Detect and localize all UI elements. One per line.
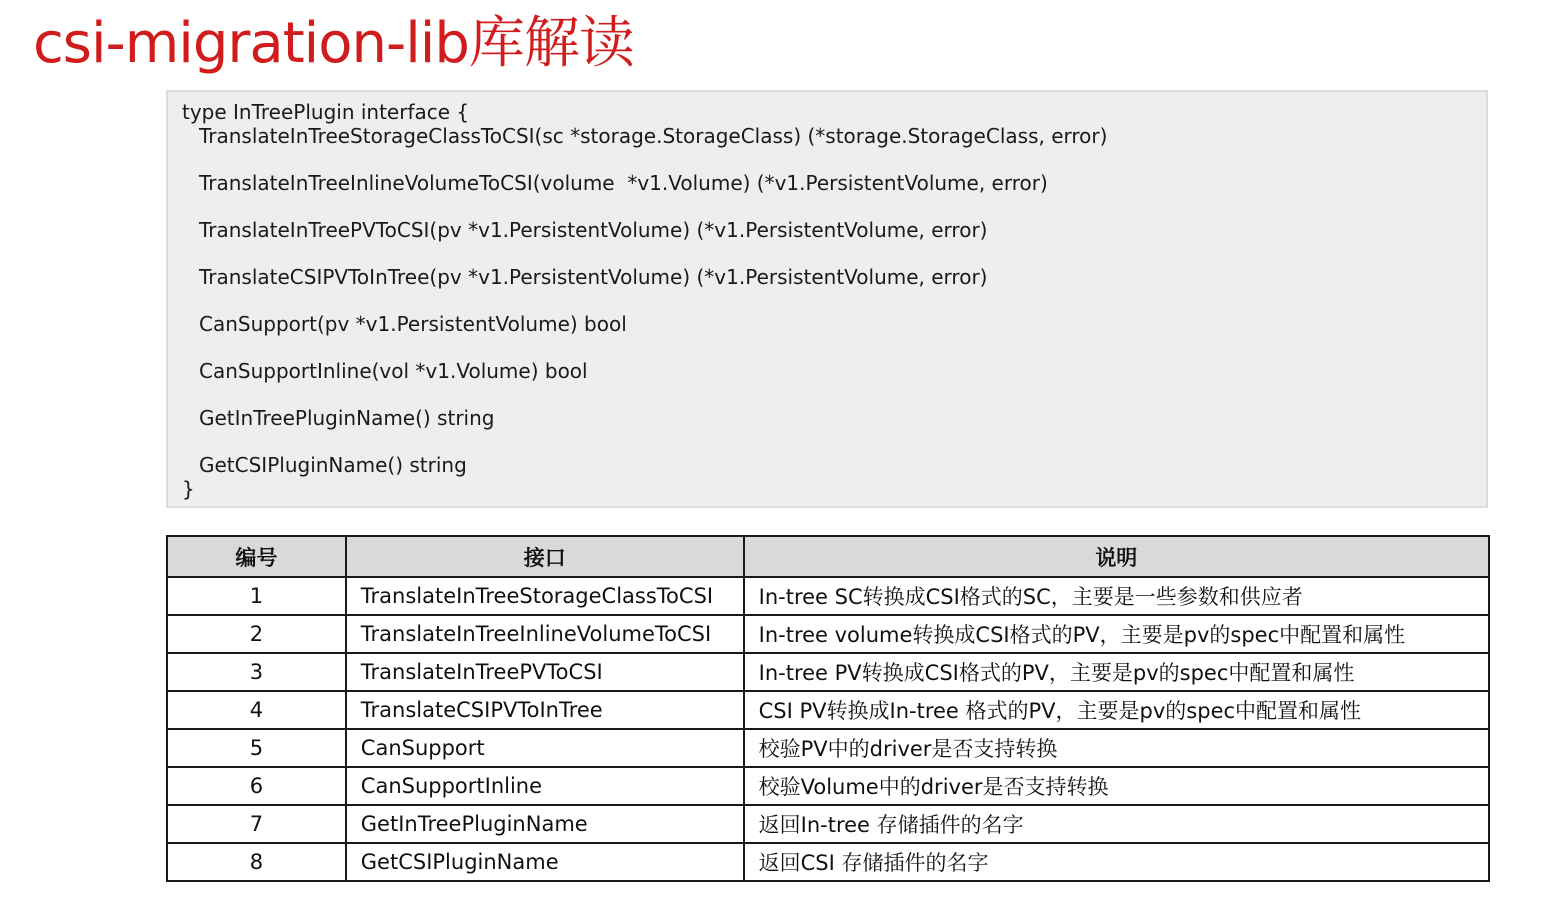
row-number: 7 [167, 805, 346, 843]
row-description: In-tree PV转换成CSI格式的PV，主要是pv的spec中配置和属性 [744, 653, 1489, 691]
table-row [167, 843, 1489, 881]
table-row [167, 805, 1489, 843]
table-row [167, 729, 1489, 767]
table-row [167, 577, 1489, 615]
code-line-method: TranslateInTreeInlineVolumeToCSI(volume *v1.Volume) (*v1.PersistentVolume, error) [199, 171, 1048, 195]
row-number: 3 [167, 653, 346, 691]
row-number: 8 [167, 843, 346, 881]
table-row [167, 653, 1489, 691]
code-line-open: type InTreePlugin interface { [182, 100, 470, 124]
code-line-method: TranslateInTreePVToCSI(pv *v1.PersistentVolume) (*v1.PersistentVolume, error) [199, 218, 988, 242]
table-header-row [167, 536, 1489, 577]
header-description: 说明 [744, 536, 1489, 577]
row-interface: GetCSIPluginName [346, 843, 744, 881]
row-description: In-tree SC转换成CSI格式的SC，主要是一些参数和供应者 [744, 577, 1489, 615]
code-line-method: CanSupportInline(vol *v1.Volume) bool [199, 359, 588, 383]
code-line-close: } [182, 477, 195, 501]
page-title: csi-migration-lib库解读 [33, 11, 634, 76]
row-interface: TranslateInTreeInlineVolumeToCSI [346, 615, 744, 653]
row-description: 校验PV中的driver是否支持转换 [744, 729, 1489, 767]
row-description: 校验Volume中的driver是否支持转换 [744, 767, 1489, 805]
row-description: In-tree volume转换成CSI格式的PV，主要是pv的spec中配置和属性 [744, 615, 1489, 653]
code-block [166, 90, 1488, 508]
row-description: 返回CSI 存储插件的名字 [744, 843, 1489, 881]
header-interface: 接口 [346, 536, 744, 577]
code-line-method: CanSupport(pv *v1.PersistentVolume) bool [199, 312, 627, 336]
row-interface: TranslateCSIPVToInTree [346, 691, 744, 729]
table-row [167, 767, 1489, 805]
api-table [166, 535, 1490, 882]
row-interface: CanSupport [346, 729, 744, 767]
row-interface: GetInTreePluginName [346, 805, 744, 843]
row-number: 5 [167, 729, 346, 767]
code-line-method: GetInTreePluginName() string [199, 406, 495, 430]
row-description: CSI PV转换成In-tree 格式的PV，主要是pv的spec中配置和属性 [744, 691, 1489, 729]
row-number: 4 [167, 691, 346, 729]
code-line-method: TranslateCSIPVToInTree(pv *v1.PersistentVolume) (*v1.PersistentVolume, error) [199, 265, 988, 289]
row-interface: TranslateInTreeStorageClassToCSI [346, 577, 744, 615]
code-line-method: TranslateInTreeStorageClassToCSI(sc *storage.StorageClass) (*storage.StorageClass, error) [199, 124, 1108, 148]
row-number: 2 [167, 615, 346, 653]
row-number: 6 [167, 767, 346, 805]
code-line-method: GetCSIPluginName() string [199, 453, 467, 477]
row-number: 1 [167, 577, 346, 615]
table-row [167, 615, 1489, 653]
row-interface: TranslateInTreePVToCSI [346, 653, 744, 691]
row-description: 返回In-tree 存储插件的名字 [744, 805, 1489, 843]
row-interface: CanSupportInline [346, 767, 744, 805]
table-row [167, 691, 1489, 729]
header-number: 编号 [167, 536, 346, 577]
